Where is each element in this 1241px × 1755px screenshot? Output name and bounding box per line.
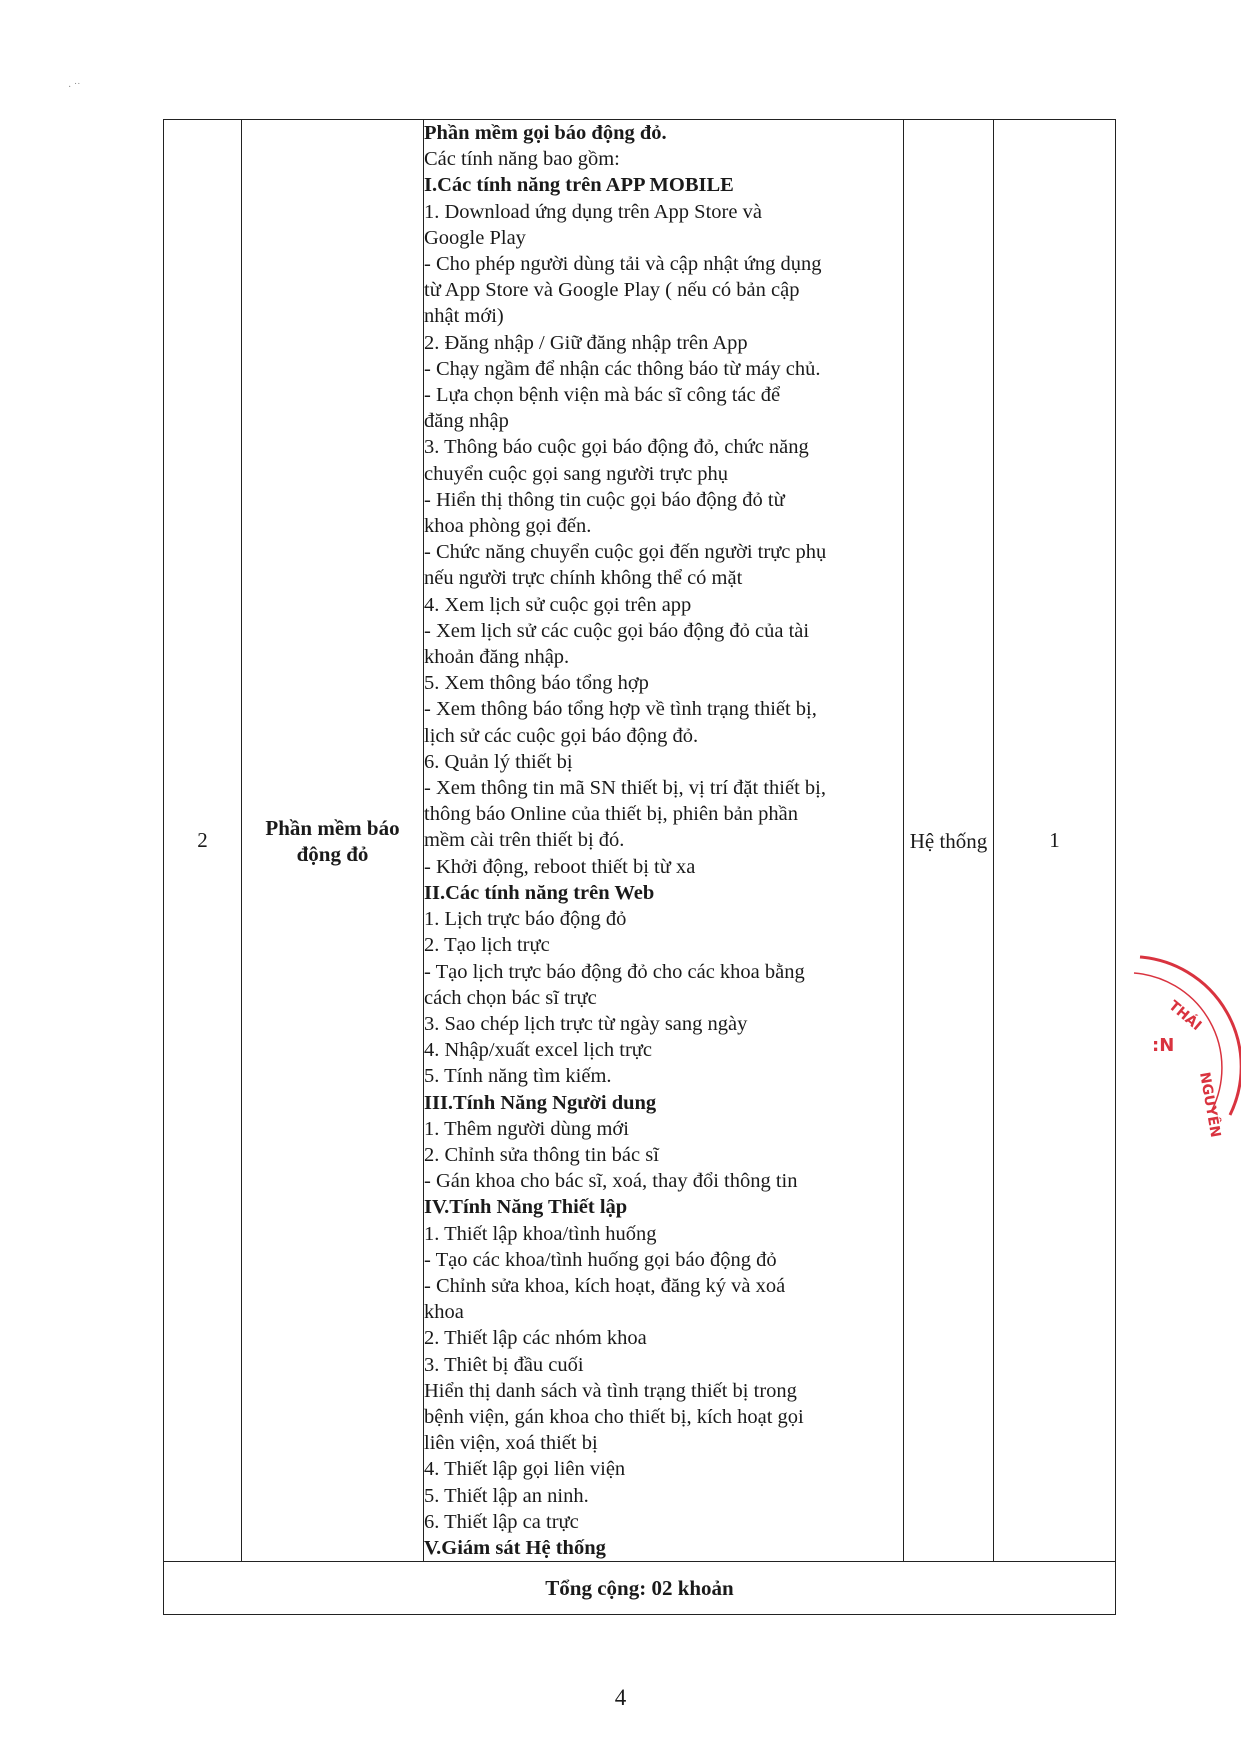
description-line: 6. Quản lý thiết bị [424,750,573,773]
description-line: - Cho phép người dùng tải và cập nhật ứng dụng [424,253,822,276]
description-line: nhật mới) [424,305,504,328]
description-line: mềm cài trên thiết bị đó. [424,829,625,852]
description-line: 3. Sao chép lịch trực từ ngày sang ngày [424,1012,748,1035]
description-line: 2. Tạo lịch trực [424,934,550,957]
section-heading: Phần mềm gọi báo động đỏ. [424,122,667,144]
description-line: - Gán khoa cho bác sĩ, xoá, thay đổi thông tin [424,1170,798,1193]
description-line: - Xem lịch sử các cuộc gọi báo động đỏ của tài [424,619,810,642]
description-line: 3. Thông báo cuộc gọi báo động đỏ, chức năng [424,436,809,459]
section-heading: V.Giám sát Hệ thống [424,1536,606,1559]
description-line: 5. Xem thông báo tổng hợp [424,672,649,695]
description-line: liên viện, xoá thiết bị [424,1432,598,1455]
description-line: 5. Tính năng tìm kiếm. [424,1065,612,1088]
section-heading: IV.Tính Năng Thiết lập [424,1196,628,1219]
page-number: 4 [614,1685,627,1710]
total-label: Tổng cộng: 02 khoản [164,1562,1116,1615]
svg-text:NGUYÊN: NGUYÊN [1196,1070,1224,1139]
description-line: đăng nhập [424,410,509,433]
description-line: 2. Thiết lập các nhóm khoa [424,1327,647,1350]
description-line: 6. Thiết lập ca trực [424,1510,579,1533]
quantity-cell: 1 [994,120,1116,1562]
description-line: lịch sử các cuộc gọi báo động đỏ. [424,724,699,747]
description-line: 2. Đăng nhập / Giữ đăng nhập trên App [424,331,748,354]
svg-text:THÁI: THÁI [1165,997,1205,1035]
description-line: thông báo Online của thiết bị, phiên bản phần [424,803,799,826]
total-row [164,1562,1116,1615]
description-line: - Tạo các khoa/tình huống gọi báo động đỏ [424,1248,777,1271]
description-line: - Xem thông tin mã SN thiết bị, vị trí đặt thiết bị, [424,777,826,800]
description-lines [424,120,903,1561]
item-name-cell: Phần mềm báo động đỏ [242,120,424,1562]
section-heading: III.Tính Năng Người dung [424,1091,657,1114]
description-line: - Chạy ngầm để nhận các thông báo từ máy chủ. [424,357,821,380]
description-line: - Chức năng chuyển cuộc gọi đến người trực phụ [424,541,827,564]
section-heading: II.Các tính năng trên Web [424,881,655,904]
description-line: - Lựa chọn bệnh viện mà bác sĩ công tác để [424,384,781,407]
description-line: 4. Xem lịch sử cuộc gọi trên app [424,593,692,616]
description-line: - Hiển thị thông tin cuộc gọi báo động đỏ từ [424,488,785,511]
row-number-cell: 2 [164,120,242,1562]
table-row [164,120,1116,1562]
description-line: Google Play [424,226,526,249]
description-cell [424,120,904,1562]
description-line: cách chọn bác sĩ trực [424,986,597,1009]
description-line: 3. Thiêt bị đầu cuối [424,1353,584,1376]
description-line: chuyển cuộc gọi sang người trực phụ [424,462,729,485]
svg-text::N: :N [1152,1035,1175,1056]
description-line: khoa phòng gọi đến. [424,515,592,538]
description-line: - Tạo lịch trực báo động đỏ cho các khoa bằng [424,960,805,983]
description-line: 1. Thêm người dùng mới [424,1117,629,1140]
description-line: - Xem thông báo tổng hợp về tình trạng thiết bị, [424,698,817,721]
description-line: 1. Thiết lập khoa/tình huống [424,1222,657,1245]
description-line: bệnh viện, gán khoa cho thiết bị, kích hoạt gọi [424,1405,804,1428]
section-heading: I.Các tính năng trên APP MOBILE [424,174,734,197]
description-line: - Khởi động, reboot thiết bị từ xa [424,855,696,878]
description-line: Hiển thị danh sách và tình trạng thiết bị trong [424,1379,797,1402]
description-line: từ App Store và Google Play ( nếu có bản cập [424,279,800,302]
description-line: 5. Thiết lập an ninh. [424,1484,589,1507]
description-line: 2. Chỉnh sửa thông tin bác sĩ [424,1143,659,1166]
description-line: - Chỉnh sửa khoa, kích hoạt, đăng ký và xoá [424,1274,786,1297]
description-line: 1. Lịch trực báo động đỏ [424,908,627,931]
description-line: khoản đăng nhập. [424,646,570,669]
seal-stamp [1130,945,1241,1145]
procurement-table [163,119,1116,1615]
description-line: Các tính năng bao gồm: [424,148,620,171]
description-line: khoa [424,1301,464,1324]
description-line: 4. Thiết lập gọi liên viện [424,1458,626,1481]
description-line: nếu người trực chính không thể có mặt [424,567,743,590]
scan-speck: · ˙˙ [68,82,81,93]
description-line: 1. Download ứng dụng trên App Store và [424,200,762,223]
unit-cell: Hệ thống [904,120,994,1562]
description-line: 4. Nhập/xuất excel lịch trực [424,1039,652,1062]
